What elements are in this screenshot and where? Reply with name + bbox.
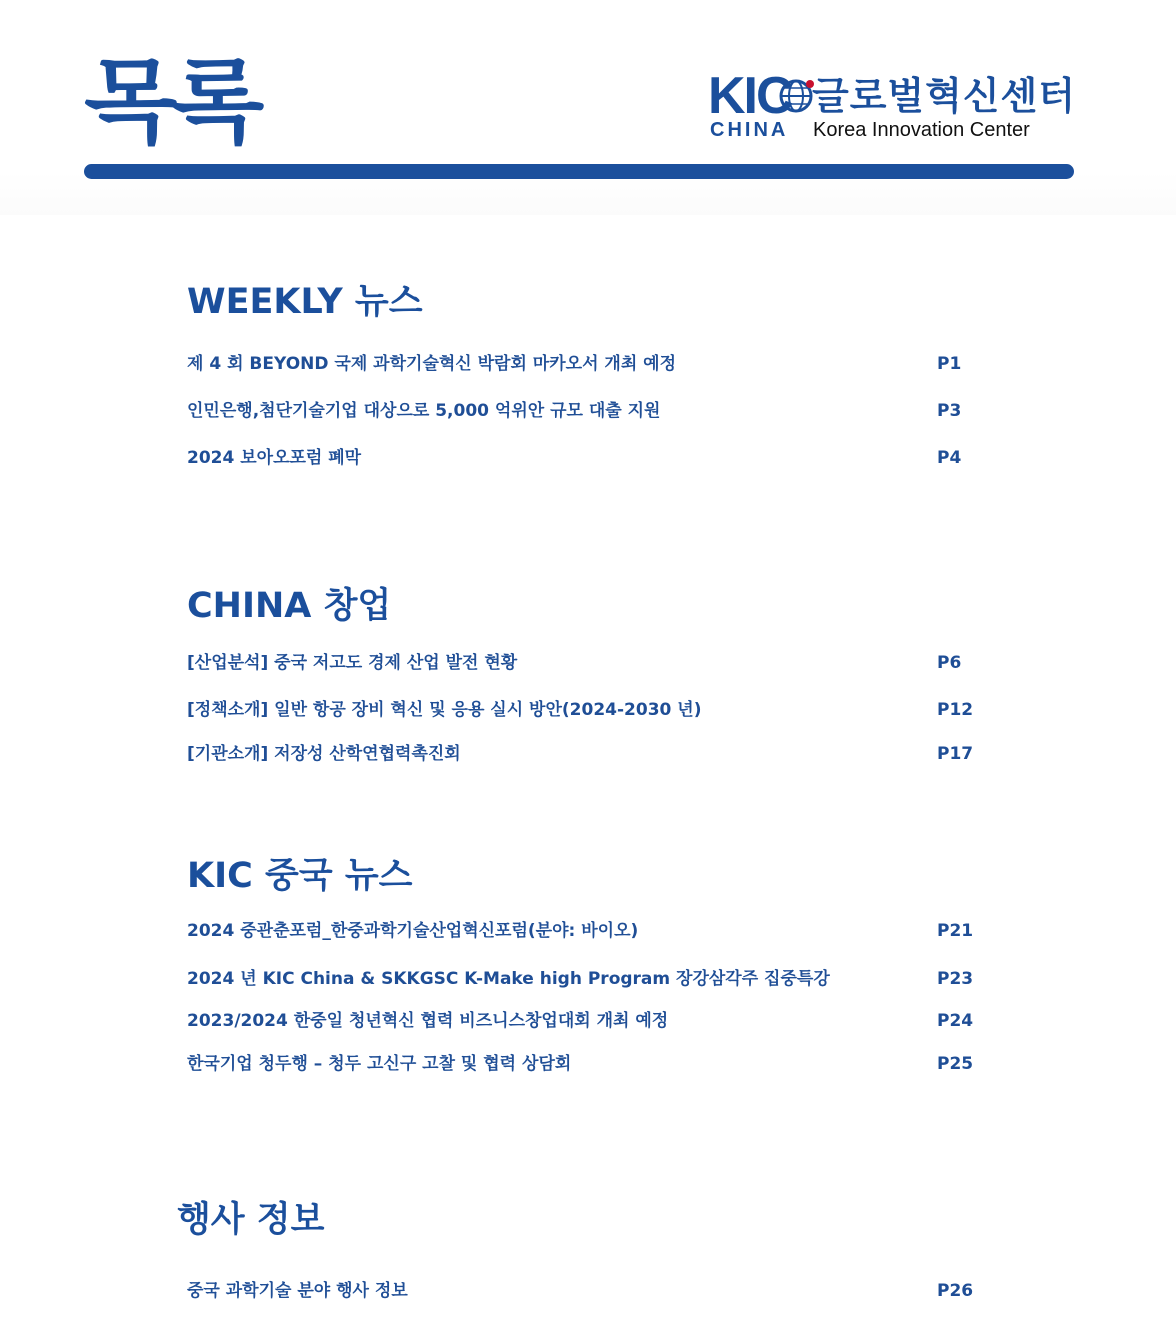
- toc-item[interactable]: [187, 1050, 987, 1078]
- toc-item[interactable]: [187, 740, 987, 768]
- toc-item-title: 한국기업 청두행 – 청두 고신구 고찰 및 협력 상담회: [187, 1054, 572, 1074]
- globe-icon: [776, 76, 816, 116]
- toc-item-title: 2023/2024 한중일 청년혁신 협력 비즈니스창업대회 개최 예정: [187, 1011, 669, 1031]
- section-title-china-startup: CHINA 창업: [187, 586, 392, 626]
- toc-item-page: P12: [937, 700, 974, 720]
- toc-item[interactable]: [187, 444, 987, 472]
- toc-item[interactable]: [187, 1007, 987, 1035]
- toc-item-page: P23: [937, 969, 974, 989]
- kic-logo: [708, 68, 1078, 148]
- toc-item[interactable]: [187, 965, 987, 993]
- toc-item[interactable]: [187, 1277, 987, 1305]
- toc-item-title: 2024 보아오포럼 폐막: [187, 448, 362, 468]
- toc-item-title: 2024 년 KIC China & SKKGSC K-Make high Program 장강삼각주 집중특강: [187, 969, 830, 989]
- header-divider: [84, 164, 1074, 179]
- toc-item-page: P17: [937, 744, 974, 764]
- logo-kic-text: KIC: [708, 67, 792, 125]
- toc-item[interactable]: [187, 649, 987, 677]
- toc-item-title: 중국 과학기술 분야 행사 정보: [187, 1281, 408, 1301]
- toc-item-title: [정책소개] 일반 항공 장비 혁신 및 응용 실시 방안(2024-2030 년): [187, 700, 702, 720]
- toc-item[interactable]: [187, 696, 987, 724]
- toc-item-page: P25: [937, 1054, 974, 1074]
- section-title-event-info: 행사 정보: [177, 1200, 325, 1240]
- logo-china-text: CHINA: [710, 119, 789, 141]
- toc-item-title: [산업분석] 중국 저고도 경제 산업 발전 현황: [187, 653, 518, 673]
- toc-item[interactable]: [187, 350, 987, 378]
- toc-item-title: 인민은행,첨단기술기업 대상으로 5,000 억위안 규모 대출 지원: [187, 401, 661, 421]
- page-title: 목록: [84, 49, 259, 156]
- toc-item-page: P21: [937, 921, 974, 941]
- toc-item[interactable]: [187, 397, 987, 425]
- logo-korean-name: 글로벌혁신센터: [812, 74, 1076, 118]
- toc-item[interactable]: [187, 917, 987, 945]
- toc-item-page: P24: [937, 1011, 974, 1031]
- toc-item-page: P1: [937, 354, 962, 374]
- toc-item-page: P3: [937, 401, 962, 421]
- section-title-kic-china-news: KIC 중국 뉴스: [187, 856, 413, 896]
- toc-item-page: P4: [937, 448, 962, 468]
- toc-item-page: P6: [937, 653, 962, 673]
- toc-item-title: 제 4 회 BEYOND 국제 과학기술혁신 박람회 마카오서 개최 예정: [187, 354, 677, 374]
- section-title-weekly-news: WEEKLY 뉴스: [187, 282, 423, 322]
- toc-item-title: [기관소개] 저장성 산학연협력촉진회: [187, 744, 461, 764]
- toc-item-title: 2024 중관춘포럼_한중과학기술산업혁신포럼(분야: 바이오): [187, 921, 639, 941]
- logo-english-name: Korea Innovation Center: [813, 119, 1030, 141]
- toc-item-page: P26: [937, 1281, 974, 1301]
